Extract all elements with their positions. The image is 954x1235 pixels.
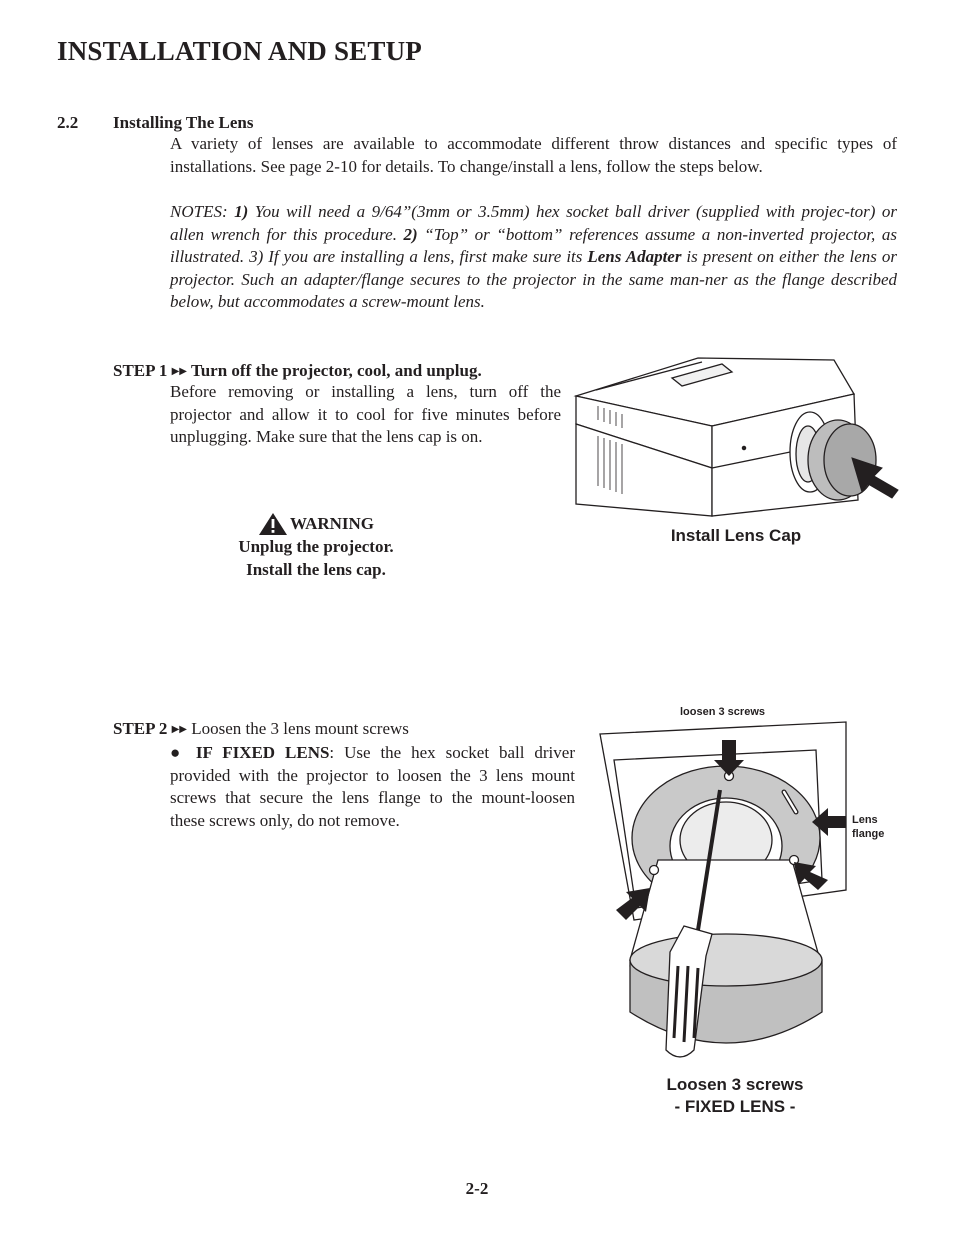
page-number: 2-2 xyxy=(465,1179,489,1198)
step2-arrows-icon: ▶▶ xyxy=(171,724,187,735)
step1-heading xyxy=(113,361,482,381)
step1-label: STEP 1 xyxy=(113,361,168,380)
notes-paragraph xyxy=(170,201,897,314)
notes-prefix: NOTES: xyxy=(170,202,235,221)
projector-illustration xyxy=(572,356,902,522)
warning-line-1: Unplug the projector. xyxy=(238,537,394,556)
figure1-caption: Install Lens Cap xyxy=(670,526,802,545)
step2-heading xyxy=(113,719,409,739)
step1-arrows-icon: ▶▶ xyxy=(171,366,187,377)
figure2-caption-line2: - FIXED LENS - xyxy=(674,1097,796,1116)
fixed-lens-term: IF FIXED LENS xyxy=(195,743,330,762)
bullet-icon: ● xyxy=(170,743,186,762)
step2-body xyxy=(170,742,575,832)
note-3-text: is present on either the lens or projector. Such an adapter/flange secures to the projector in the same man-ner as the flange described below, but accommodates a screw-mount lens. xyxy=(170,247,897,311)
lens-adapter-term: Lens Adapter xyxy=(587,247,682,266)
step1-body: Before removing or installing a lens, turn off the projector and allow it to cool for five minutes before unplugging. Make sure that the lens cap is on. xyxy=(170,382,561,446)
warning-box xyxy=(200,512,432,581)
note-2-number: 2) xyxy=(403,224,418,244)
note-2-text: “Top” or “bottom” references assume a non-inverted projector, as illustrated. 3) If you are installing a lens, first make sure its xyxy=(170,224,898,266)
note-1-number: 1) xyxy=(234,202,249,221)
figure2-caption-line1: Loosen 3 screws xyxy=(666,1075,804,1094)
page-title: INSTALLATION AND SETUP xyxy=(57,36,422,66)
note-1-text: You will need a 9/64”(3mm or 3.5mm) hex socket ball driver (supplied with projec-tor) or allen wrench for this procedure. xyxy=(170,202,897,244)
figure2-top-label: loosen 3 screws xyxy=(680,706,765,718)
section-number: 2.2 xyxy=(57,113,79,132)
lens-flange-illustration xyxy=(596,720,852,1065)
figure2-side-label-1: Lens xyxy=(852,814,878,826)
figure2-side-label xyxy=(852,813,884,841)
figure2-caption xyxy=(620,1074,850,1118)
step1-heading-text: Turn off the projector, cool, and unplug. xyxy=(190,361,482,380)
section-title: Installing The Lens xyxy=(113,113,254,132)
step2-body-text: : Use the hex socket ball driver provided with the projector to loosen the 3 lens mount screws that secure the lens flange to the mount-loosen these screws only, do not remove. xyxy=(170,743,575,830)
warning-line-2: Install the lens cap. xyxy=(246,559,386,579)
step2-heading-text: Loosen the 3 lens mount screws xyxy=(191,719,409,738)
warning-label: WARNING xyxy=(289,513,375,533)
warning-triangle-icon xyxy=(258,512,288,536)
intro-paragraph: A variety of lenses are available to accommodate different throw distances and specific types of installations. See page 2-10 for details. To change/install a lens, follow the steps below. xyxy=(170,134,897,176)
figure2-side-label-2: flange xyxy=(852,828,885,840)
step2-label: STEP 2 xyxy=(113,719,168,738)
